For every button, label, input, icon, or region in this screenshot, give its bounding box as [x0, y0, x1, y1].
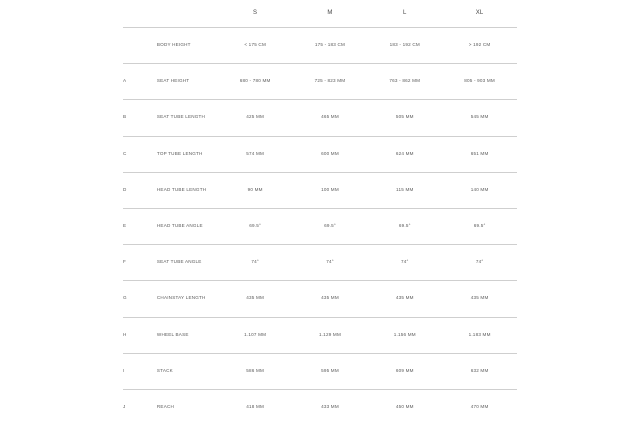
- row-value-m: 600 MM: [321, 150, 339, 156]
- row-value-l: 69.5°: [398, 223, 411, 229]
- row-value-xl: 470 MM: [470, 404, 489, 410]
- row-value-xl: 632 MM: [470, 367, 489, 373]
- row-value-xl: 1.183 MM: [468, 331, 491, 337]
- row-value-xl: 805 - 903 MM: [464, 78, 495, 84]
- row-value-l: 183 - 192 CM: [389, 42, 420, 48]
- row-value-l: 115 MM: [396, 186, 414, 192]
- row-letter: F: [123, 259, 127, 265]
- row-value-m: 175 - 183 CM: [314, 42, 346, 48]
- row-value-s: 74°: [251, 259, 259, 265]
- table-row: [123, 137, 517, 173]
- row-measurement-name: SEAT HEIGHT: [156, 78, 190, 84]
- row-measurement-name: STACK: [156, 367, 173, 373]
- row-value-l: 435 MM: [395, 295, 414, 301]
- table-row: [123, 209, 517, 245]
- table-header-row: [123, 0, 517, 28]
- row-value-m: 465 MM: [321, 114, 339, 120]
- table-row: [123, 318, 517, 354]
- row-value-s: 586 MM: [246, 367, 265, 373]
- row-value-s: < 175 CM: [244, 42, 266, 48]
- geometry-table: [123, 0, 517, 426]
- row-letter: [123, 28, 157, 63]
- header-letter-cell: [123, 0, 157, 27]
- row-value-m: 74°: [326, 259, 334, 265]
- row-measurement-name: CHAINSTAY LENGTH: [156, 295, 206, 301]
- header-size-l: L: [403, 9, 407, 16]
- row-measurement-name: BODY HEIGHT: [156, 42, 191, 48]
- row-letter: H: [123, 331, 127, 337]
- row-letter: J: [123, 404, 126, 410]
- table-row: [123, 28, 517, 64]
- row-value-m: 100 MM: [321, 186, 339, 192]
- table-row: [123, 245, 517, 281]
- row-value-s: 69.5°: [249, 223, 262, 229]
- row-letter: C: [123, 150, 127, 156]
- row-measurement-name: SEAT TUBE LENGTH: [156, 114, 206, 120]
- table-row: [123, 354, 517, 390]
- row-value-s: 425 MM: [246, 114, 265, 120]
- row-letter: I: [123, 367, 125, 373]
- row-value-s: 418 MM: [246, 404, 265, 410]
- row-value-xl: 74°: [475, 259, 484, 265]
- row-value-m: 435 MM: [321, 295, 339, 301]
- row-value-xl: 140 MM: [470, 186, 489, 192]
- row-letter: E: [123, 223, 127, 229]
- row-value-xl: 435 MM: [470, 295, 489, 301]
- row-value-m: 1.129 MM: [318, 331, 341, 337]
- row-measurement-name: REACH: [156, 404, 174, 410]
- row-value-l: 624 MM: [395, 150, 414, 156]
- row-value-s: 680 - 780 MM: [239, 78, 271, 84]
- row-measurement-name: TOP TUBE LENGTH: [156, 150, 203, 156]
- row-value-m: 725 - 823 MM: [314, 78, 346, 84]
- row-value-l: 763 - 862 MM: [389, 78, 421, 84]
- row-letter: A: [123, 78, 127, 84]
- row-value-l: 1.156 MM: [393, 331, 416, 337]
- row-value-xl: 545 MM: [470, 114, 489, 120]
- table-row: [123, 173, 517, 209]
- row-value-s: 435 MM: [246, 295, 265, 301]
- row-value-m: 433 MM: [321, 404, 339, 410]
- table-row: [123, 64, 517, 100]
- row-measurement-name: WHEEL BASE: [156, 331, 189, 337]
- table-row: [123, 390, 517, 426]
- row-value-l: 450 MM: [395, 404, 414, 410]
- row-value-l: 505 MM: [395, 114, 414, 120]
- row-value-l: 74°: [401, 259, 409, 265]
- row-value-s: 1.107 MM: [244, 331, 267, 337]
- header-size-s: S: [253, 9, 258, 16]
- header-size-m: M: [327, 9, 333, 16]
- row-value-l: 609 MM: [395, 367, 414, 373]
- row-value-s: 574 MM: [246, 150, 265, 156]
- row-letter: B: [123, 114, 127, 120]
- row-value-m: 595 MM: [321, 367, 339, 373]
- row-value-xl: 69.5°: [473, 223, 486, 229]
- header-name-cell: [157, 0, 218, 27]
- row-measurement-name: HEAD TUBE LENGTH: [156, 186, 207, 192]
- header-size-xl: XL: [475, 9, 484, 16]
- row-value-xl: 651 MM: [470, 150, 489, 156]
- row-letter: D: [123, 186, 127, 192]
- table-row: [123, 100, 517, 136]
- row-measurement-name: HEAD TUBE ANGLE: [156, 223, 203, 229]
- row-value-xl: > 192 CM: [468, 42, 491, 48]
- row-value-m: 69.5°: [324, 223, 336, 229]
- row-letter: G: [123, 295, 127, 301]
- row-value-s: 90 MM: [247, 186, 263, 192]
- table-body: [123, 28, 517, 426]
- table-row: [123, 281, 517, 317]
- row-measurement-name: SEAT TUBE ANGLE: [156, 259, 202, 265]
